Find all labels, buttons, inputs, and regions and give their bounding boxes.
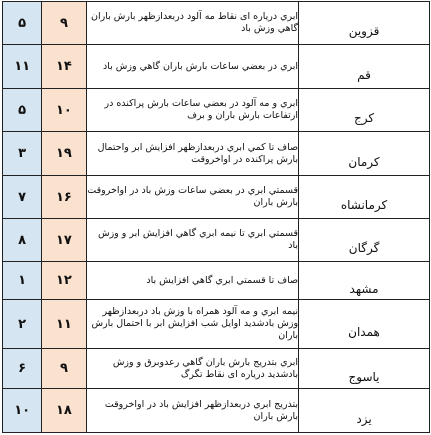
min-temp-cell: ۵ [3,89,42,132]
city-cell [299,219,430,262]
max-temp-cell: ۱۲ [42,262,86,300]
weather-description-cell: قسمتي ابري تا نيمه ابري گاهي افزايش ابر و وزش باد [86,219,298,262]
max-temp-cell: ۱۰ [42,89,86,132]
table-row [3,2,430,45]
min-temp-cell: ۱ [3,262,42,300]
max-temp-cell: ۱۷ [42,219,86,262]
min-temp-cell: ۵ [3,2,42,45]
table-row [3,389,430,433]
table-row [3,176,430,219]
min-temp-cell: ۸ [3,219,42,262]
city-cell [299,176,430,219]
city-name: قم [357,67,371,82]
max-temp-cell: ۹ [42,2,86,45]
min-temp-cell: ۷ [3,176,42,219]
forecast-table-body [3,2,430,433]
weather-description-cell: نيمه ابري و مه آلود همراه با وزش باد دربعدازظهر وزش بادشديد اوايل شب افزايش ابر با احتمال بارش باران [86,300,298,349]
table-row [3,349,430,389]
city-name: كرمانشاه [340,198,388,212]
city-name: ياسوج [348,369,380,384]
city-cell [299,2,430,45]
city-cell [299,349,430,389]
max-temp-cell: ۹ [42,349,86,389]
min-temp-cell: ۶ [3,349,42,389]
city-name: قزوين [348,24,380,38]
table-row [3,132,430,176]
min-temp-cell: ۳ [3,132,42,176]
weather-description-cell: صاف تا قسمتي ابري گاهي افزايش باد [86,262,298,300]
city-name: مشهد [349,281,379,296]
table-row [3,219,430,262]
city-cell [299,300,430,349]
weather-description-cell: ابري درياره اى نقاط مه آلود دربعدازظهر بارش باران گاهي وزش باد [86,2,298,45]
city-name: كرمان [348,154,380,169]
table-row [3,89,430,132]
max-temp-cell: ۱۸ [42,389,86,433]
city-cell [299,132,430,176]
weather-forecast-table [2,1,430,433]
table-row [3,262,430,300]
city-name: يزد [356,411,372,426]
city-cell [299,45,430,89]
max-temp-cell: ۱۶ [42,176,86,219]
city-cell [299,389,430,433]
weather-description-cell: ابري و مه آلود در بعضي ساعات بارش پراكنده در ارتفاعات بارش باران و برف [86,89,298,132]
weather-description-cell: ابري بتدريج بارش باران گاهي رعدوبرق و وزش بادشديد درياره اى نقاط تگرگ [86,349,298,389]
table-row [3,300,430,349]
city-cell [299,89,430,132]
weather-description-cell: بتدريج ابري دربعدازظهر افزايش باد در اواخروقت بارش باران [86,389,298,433]
weather-description-cell: صاف تا كمي ابري دربعدازظهر افزايش ابر واحتمال بارش پراكنده در اواخروقت [86,132,298,176]
min-temp-cell: ۲ [3,300,42,349]
city-name: همدان [348,325,380,339]
table-row [3,45,430,89]
max-temp-cell: ۱۱ [42,300,86,349]
city-name: كرج [353,111,375,125]
min-temp-cell: ۱۰ [3,389,42,433]
weather-description-cell: قسمتي ابري در بعضي ساعات وزش باد در اواخروقت بارش باران [86,176,298,219]
min-temp-cell: ۱۱ [3,45,42,89]
city-cell [299,262,430,300]
city-name: گرگان [348,241,380,255]
weather-description-cell: ابري در بعضي ساعات بارش باران گاهي وزش باد [86,45,298,89]
max-temp-cell: ۱۴ [42,45,86,89]
max-temp-cell: ۱۹ [42,132,86,176]
